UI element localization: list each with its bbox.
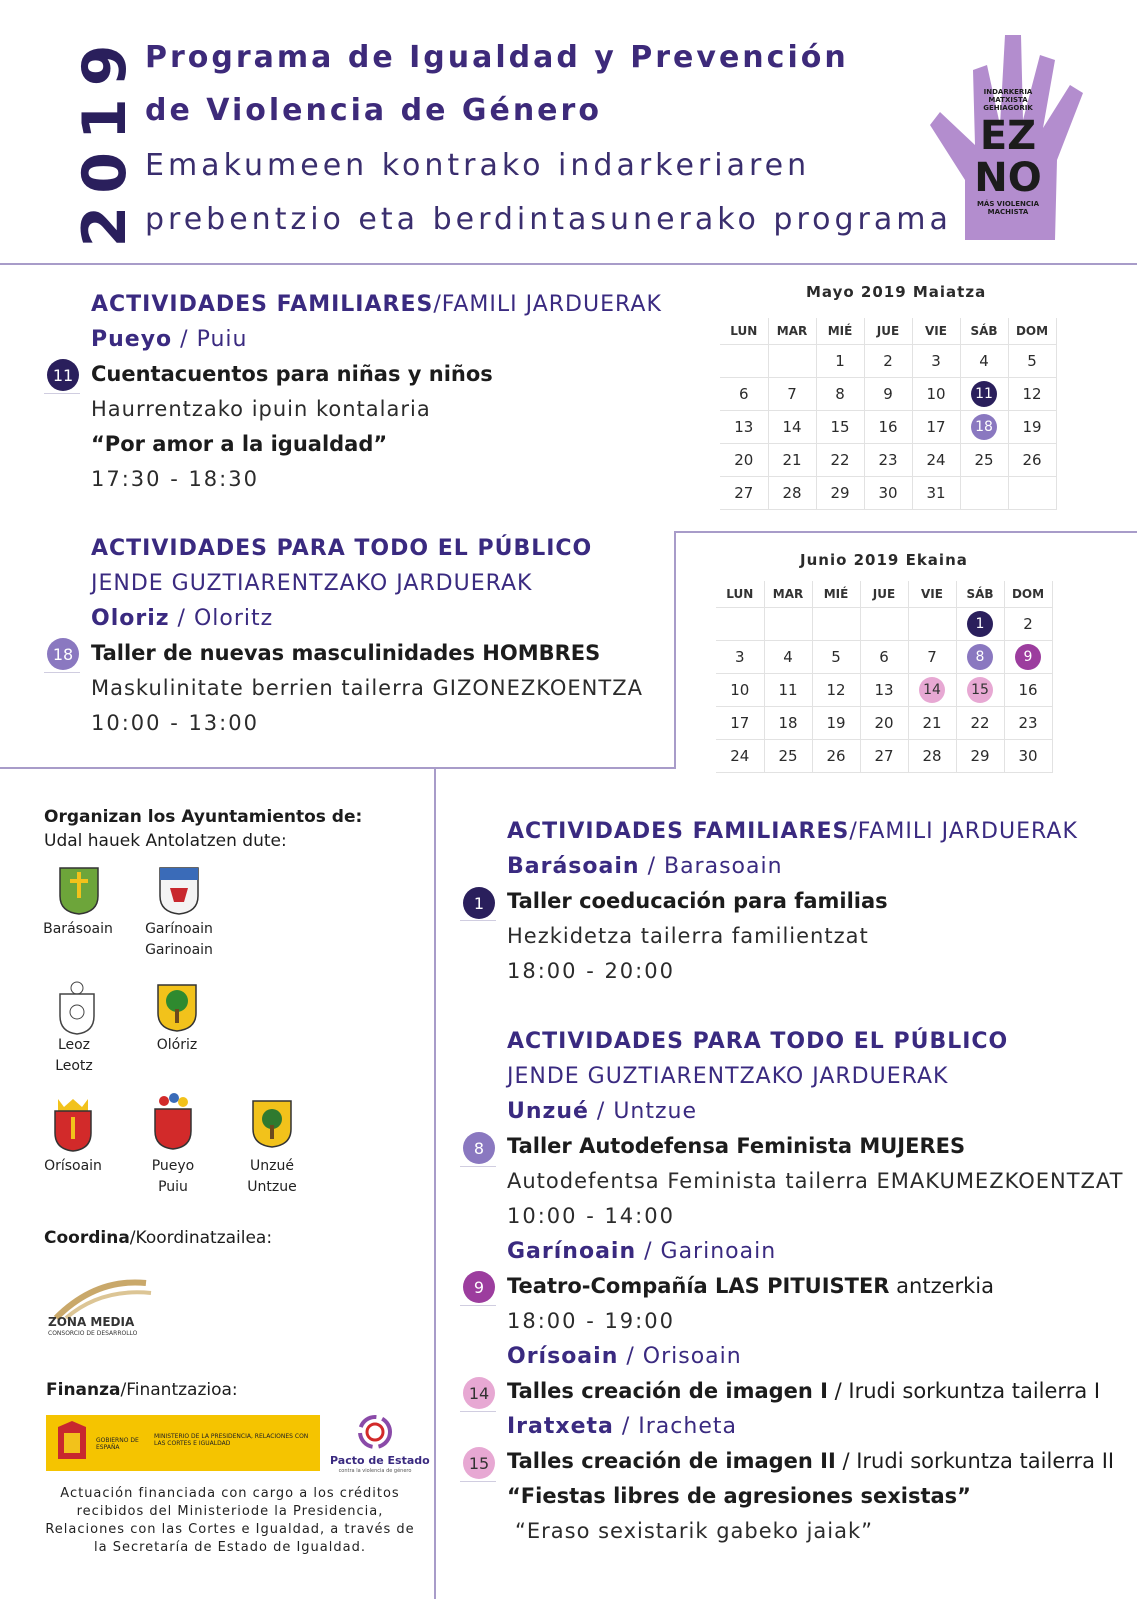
calendar-day: 3 xyxy=(716,640,764,673)
weekday-header: LUN xyxy=(716,581,764,607)
calendar-day: 4 xyxy=(764,640,812,673)
calendar-day: 16 xyxy=(864,410,912,443)
calendar-day: 19 xyxy=(1008,410,1056,443)
calendar-day: 20 xyxy=(860,706,908,739)
weekday-header: MAR xyxy=(764,581,812,607)
calendar-day: 27 xyxy=(860,739,908,772)
calendar-day xyxy=(908,673,956,706)
calendar-day: 16 xyxy=(1004,673,1052,706)
badge-divider xyxy=(44,672,80,673)
town-garinoain-eu: Garinoain xyxy=(145,942,213,958)
section-head-familiares-2: ACTIVIDADES FAMILIARES/FAMILI JARDUERAK xyxy=(507,819,1078,844)
place-iratxeta: Iratxeta / Iracheta xyxy=(507,1414,737,1439)
zona-media-logo xyxy=(46,1273,156,1343)
calendar-day: 30 xyxy=(864,476,912,509)
weekday-header: DOM xyxy=(1004,581,1052,607)
town-leoz: Leoz xyxy=(57,1037,91,1053)
calendar-day: 17 xyxy=(912,410,960,443)
calendar-day: 29 xyxy=(956,739,1004,772)
may-calendar-title: Mayo 2019 Maiatza xyxy=(806,283,987,301)
weekday-header: DOM xyxy=(1008,318,1056,344)
calendar-day: 15 xyxy=(816,410,864,443)
activity-title-eu: Hezkidetza tailerra familientzat xyxy=(507,924,869,948)
calendar-day: 26 xyxy=(1008,443,1056,476)
highlighted-day: 15 xyxy=(967,677,993,703)
pacto-estado-logo xyxy=(330,1412,430,1478)
calendar-day xyxy=(768,344,816,377)
calendar-day: 25 xyxy=(764,739,812,772)
town-pueyo-eu: Puiu xyxy=(158,1179,188,1195)
pacto-text: Pacto de Estado xyxy=(330,1454,430,1467)
activity-title-eu: Autodefentsa Feminista tailerra EMAKUMEZKOENTZAT xyxy=(507,1169,1124,1193)
title-line-4: prebentzio eta berdintasunerako programa xyxy=(145,202,952,237)
day-badge-1: 1 xyxy=(463,887,495,919)
box-bottom-line xyxy=(0,767,676,769)
calendar-day: 14 xyxy=(768,410,816,443)
box-vertical-line xyxy=(674,531,676,768)
finance-note: Actuación financiada con cargo a los créditos recibidos del Ministeriode la Presidencia, Relaciones con las Cortes e Igualdad, a través de la Secretaría de Estado de Igualdad. xyxy=(45,1486,415,1555)
logo-no: NO xyxy=(974,155,1042,201)
badge-divider xyxy=(460,1411,496,1412)
activity-title-imagen-1: Talles creación de imagen I / Irudi sorkuntza tailerra I xyxy=(507,1379,1101,1403)
ez-no-hand-logo xyxy=(925,30,1090,240)
title-line-1: Programa de Igualdad y Prevención xyxy=(145,40,849,75)
oloriz-shield-icon xyxy=(156,983,198,1033)
organizers-eu: Udal hauek Antolatzen dute: xyxy=(44,831,287,851)
logo-top-text: INDARKERIA MATXISTA GEHIAGORIK xyxy=(983,88,1033,112)
calendar-day: 2 xyxy=(1004,607,1052,640)
gobierno-espana-logo xyxy=(46,1415,320,1471)
calendar-day: 24 xyxy=(716,739,764,772)
calendar-day: 17 xyxy=(716,706,764,739)
calendar-day: 5 xyxy=(1008,344,1056,377)
calendar-day: 5 xyxy=(812,640,860,673)
calendar-day xyxy=(956,640,1004,673)
weekday-header: MAR xyxy=(768,318,816,344)
badge-divider xyxy=(460,1166,496,1167)
badge-divider xyxy=(460,1481,496,1482)
place-pueyo: Pueyo / Puiu xyxy=(91,327,248,352)
calendar-day: 30 xyxy=(1004,739,1052,772)
weekday-header: JUE xyxy=(860,581,908,607)
garinoain-shield-icon xyxy=(158,866,200,916)
calendar-day: 29 xyxy=(816,476,864,509)
day-badge-8: 8 xyxy=(463,1132,495,1164)
weekday-header: SÁB xyxy=(960,318,1008,344)
calendar-day xyxy=(960,410,1008,443)
activity-quote: “Fiestas libres de agresiones sexistas” xyxy=(507,1484,971,1508)
calendar-day: 27 xyxy=(720,476,768,509)
activity-title-eu: Haurrentzako ipuin kontalaria xyxy=(91,397,431,421)
town-unzue: Unzué xyxy=(250,1158,294,1174)
section-head-publico-1: ACTIVIDADES PARA TODO EL PÚBLICO xyxy=(91,536,593,561)
calendar-day xyxy=(960,476,1008,509)
town-barasoain: Barásoain xyxy=(43,921,113,937)
calendar-day: 23 xyxy=(1004,706,1052,739)
activity-subtitle: “Por amor a la igualdad” xyxy=(91,432,388,456)
day-badge-14: 14 xyxy=(463,1377,495,1409)
town-unzue-eu: Untzue xyxy=(247,1179,297,1195)
badge-divider xyxy=(460,1305,496,1306)
day-badge-15: 15 xyxy=(463,1447,495,1479)
calendar-day: 28 xyxy=(908,739,956,772)
zona-media-text: ZONA MEDIA xyxy=(48,1315,135,1329)
weekday-header: VIE xyxy=(912,318,960,344)
weekday-header: MIÉ xyxy=(816,318,864,344)
unzue-shield-icon xyxy=(251,1099,293,1149)
header-divider xyxy=(0,263,1137,265)
calendar-day xyxy=(860,607,908,640)
leoz-shield-icon xyxy=(56,980,98,1030)
activity-title-eu: Maskulinitate berrien tailerra GIZONEZKOENTZA xyxy=(91,676,643,700)
section-head-familiares-1: ACTIVIDADES FAMILIARES/FAMILI JARDUERAK xyxy=(91,292,662,317)
highlighted-day: 1 xyxy=(967,611,993,637)
calendar-day: 28 xyxy=(768,476,816,509)
calendar-day: 12 xyxy=(812,673,860,706)
calendar-day: 13 xyxy=(860,673,908,706)
activity-time: 17:30 - 18:30 xyxy=(91,467,259,491)
town-garinoain: Garínoain xyxy=(145,921,213,937)
logo-bottom-text: MÁS VIOLENCIA MACHISTA xyxy=(976,200,1040,216)
organizers-label: Organizan los Ayuntamientos de: xyxy=(44,807,363,827)
calendar-day: 6 xyxy=(860,640,908,673)
weekday-header: VIE xyxy=(908,581,956,607)
calendar-day xyxy=(956,607,1004,640)
activity-time: 18:00 - 20:00 xyxy=(507,959,675,983)
town-orisoain: Orísoain xyxy=(44,1158,102,1174)
calendar-day xyxy=(908,607,956,640)
section-head-publico-2: ACTIVIDADES PARA TODO EL PÚBLICO xyxy=(507,1029,1009,1054)
year-vertical: 2019 xyxy=(70,32,140,248)
calendar-day: 20 xyxy=(720,443,768,476)
place-orisoain: Orísoain / Orisoain xyxy=(507,1344,742,1369)
weekday-header: LUN xyxy=(720,318,768,344)
calendar-day xyxy=(764,607,812,640)
june-calendar xyxy=(716,581,1053,773)
title-line-3: Emakumeen kontrako indarkeriaren xyxy=(145,148,811,183)
activity-title-masculinidades: Taller de nuevas masculinidades HOMBRES xyxy=(91,641,601,665)
calendar-day xyxy=(960,377,1008,410)
highlighted-day: 11 xyxy=(971,381,997,407)
pacto-sub: contra la violencia de género xyxy=(338,1468,412,1474)
day-badge-11: 11 xyxy=(47,359,79,391)
barasoain-shield-icon xyxy=(58,866,100,916)
gobierno-text: GOBIERNO DE ESPAÑA xyxy=(96,1437,139,1451)
calendar-day: 26 xyxy=(812,739,860,772)
ministry-text: MINISTERIO DE LA PRESIDENCIA, RELACIONES CON LAS CORTES E IGUALDAD xyxy=(154,1433,309,1447)
logo-ez: EZ xyxy=(979,113,1037,159)
calendar-day xyxy=(812,607,860,640)
activity-title-teatro: Teatro-Compañía LAS PITUISTER antzerkia xyxy=(507,1274,995,1298)
place-unzue: Unzué / Untzue xyxy=(507,1099,698,1124)
calendar-day xyxy=(716,607,764,640)
calendar-day: 2 xyxy=(864,344,912,377)
activity-title-imagen-2: Talles creación de imagen II / Irudi sorkuntza tailerra II xyxy=(507,1449,1115,1473)
place-oloriz: Oloriz / Oloritz xyxy=(91,606,274,631)
calendar-day: 10 xyxy=(716,673,764,706)
calendar-day: 3 xyxy=(912,344,960,377)
badge-divider xyxy=(460,920,496,921)
place-garinoain: Garínoain / Garinoain xyxy=(507,1239,777,1264)
place-barasoain: Barásoain / Barasoain xyxy=(507,854,783,879)
calendar-day: 19 xyxy=(812,706,860,739)
calendar-day: 21 xyxy=(908,706,956,739)
orisoain-shield-icon xyxy=(52,1097,94,1147)
weekday-header: JUE xyxy=(864,318,912,344)
calendar-day: 31 xyxy=(912,476,960,509)
badge-divider xyxy=(44,393,80,394)
activity-time: 10:00 - 13:00 xyxy=(91,711,259,735)
section-head-publico-eu-2: JENDE GUZTIARENTZAKO JARDUERAK xyxy=(507,1064,949,1089)
day-badge-18: 18 xyxy=(47,638,79,670)
calendar-day xyxy=(956,673,1004,706)
title-line-2: de Violencia de Género xyxy=(145,93,602,128)
calendar-day: 21 xyxy=(768,443,816,476)
calendar-day: 23 xyxy=(864,443,912,476)
calendar-day: 9 xyxy=(864,377,912,410)
calendar-day: 6 xyxy=(720,377,768,410)
calendar-day: 8 xyxy=(816,377,864,410)
calendar-day: 12 xyxy=(1008,377,1056,410)
calendar-day: 7 xyxy=(768,377,816,410)
calendar-day: 13 xyxy=(720,410,768,443)
weekday-header: SÁB xyxy=(956,581,1004,607)
zona-media-sub: CONSORCIO DE DESARROLLO xyxy=(48,1330,138,1337)
calendar-day: 10 xyxy=(912,377,960,410)
coordination-label: Coordina/Koordinatzailea: xyxy=(44,1228,273,1248)
column-divider xyxy=(434,768,436,1599)
finance-label: Finanza/Finantzazioa: xyxy=(46,1380,238,1400)
box-top-line xyxy=(675,531,1137,533)
day-badge-9: 9 xyxy=(463,1271,495,1303)
calendar-day xyxy=(1008,476,1056,509)
calendar-day: 18 xyxy=(764,706,812,739)
calendar-day: 1 xyxy=(816,344,864,377)
calendar-day xyxy=(720,344,768,377)
pueyo-shield-icon xyxy=(152,1093,194,1143)
activity-title-coeducacion: Taller coeducación para familias xyxy=(507,889,888,913)
activity-time: 18:00 - 19:00 xyxy=(507,1309,675,1333)
town-leoz-eu: Leotz xyxy=(55,1058,93,1074)
calendar-day: 22 xyxy=(816,443,864,476)
calendar-day: 25 xyxy=(960,443,1008,476)
highlighted-day: 14 xyxy=(919,677,945,703)
calendar-day: 11 xyxy=(764,673,812,706)
calendar-day: 22 xyxy=(956,706,1004,739)
activity-quote-eu: “Eraso sexistarik gabeko jaiak” xyxy=(515,1519,874,1543)
highlighted-day: 9 xyxy=(1015,644,1041,670)
calendar-day xyxy=(1004,640,1052,673)
may-calendar xyxy=(720,318,1057,510)
june-calendar-title: Junio 2019 Ekaina xyxy=(800,551,968,569)
activity-time: 10:00 - 14:00 xyxy=(507,1204,675,1228)
calendar-day: 4 xyxy=(960,344,1008,377)
activity-title-autodefensa: Taller Autodefensa Feminista MUJERES xyxy=(507,1134,966,1158)
highlighted-day: 18 xyxy=(971,414,997,440)
town-pueyo: Pueyo xyxy=(151,1158,195,1174)
activity-title-cuentacuentos: Cuentacuentos para niñas y niños xyxy=(91,362,493,386)
highlighted-day: 8 xyxy=(967,644,993,670)
weekday-header: MIÉ xyxy=(812,581,860,607)
town-oloriz: Olóriz xyxy=(156,1037,198,1053)
section-head-publico-eu: JENDE GUZTIARENTZAKO JARDUERAK xyxy=(91,571,533,596)
calendar-day: 7 xyxy=(908,640,956,673)
calendar-day: 24 xyxy=(912,443,960,476)
